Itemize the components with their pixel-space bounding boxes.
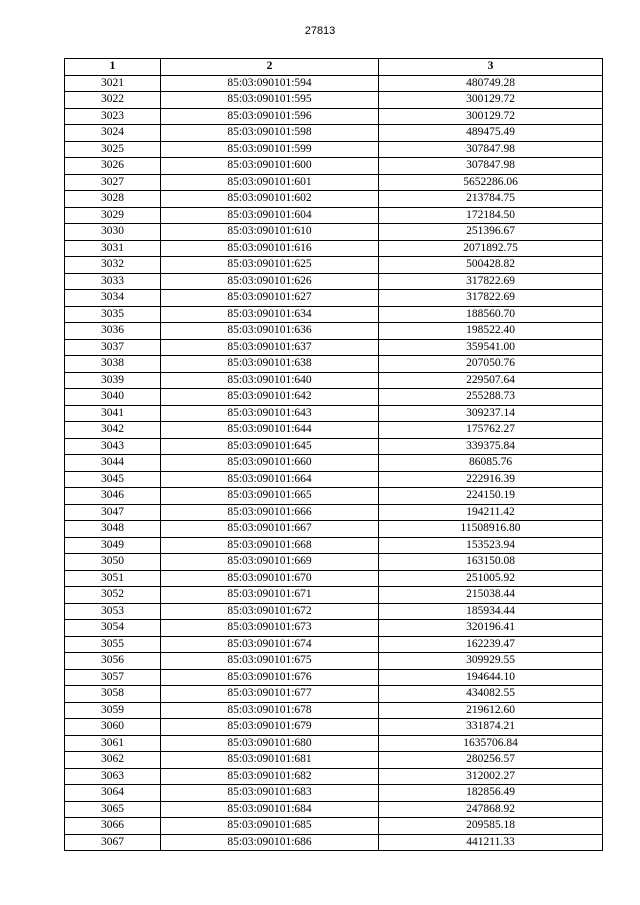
table-row: [65, 537, 603, 554]
table-row: [65, 471, 603, 488]
table-row: [65, 356, 603, 373]
value-cell: 280256.57: [379, 752, 603, 769]
row-number-cell: 3039: [65, 372, 161, 389]
row-number-cell: 3060: [65, 719, 161, 736]
row-number-cell: 3032: [65, 257, 161, 274]
row-number-cell: 3066: [65, 818, 161, 835]
cadastral-number-cell: 85:03:090101:680: [161, 735, 379, 752]
row-number-cell: 3046: [65, 488, 161, 505]
table-header-row: [65, 59, 603, 76]
row-number-cell: 3064: [65, 785, 161, 802]
value-cell: 86085.76: [379, 455, 603, 472]
cadastral-number-cell: 85:03:090101:668: [161, 537, 379, 554]
table-row: [65, 570, 603, 587]
cadastral-number-cell: 85:03:090101:604: [161, 207, 379, 224]
cadastral-number-cell: 85:03:090101:673: [161, 620, 379, 637]
value-cell: 194211.42: [379, 504, 603, 521]
cadastral-number-cell: 85:03:090101:669: [161, 554, 379, 571]
cadastral-number-cell: 85:03:090101:602: [161, 191, 379, 208]
table-row: [65, 224, 603, 241]
value-cell: 182856.49: [379, 785, 603, 802]
row-number-cell: 3047: [65, 504, 161, 521]
table-row: [65, 191, 603, 208]
value-cell: 441211.33: [379, 834, 603, 851]
row-number-cell: 3030: [65, 224, 161, 241]
column-header-2: 2: [161, 59, 379, 76]
value-cell: 317822.69: [379, 273, 603, 290]
row-number-cell: 3036: [65, 323, 161, 340]
table-row: [65, 438, 603, 455]
row-number-cell: 3038: [65, 356, 161, 373]
value-cell: 2071892.75: [379, 240, 603, 257]
cadastral-number-cell: 85:03:090101:671: [161, 587, 379, 604]
table-row: [65, 488, 603, 505]
value-cell: 255288.73: [379, 389, 603, 406]
cadastral-number-cell: 85:03:090101:685: [161, 818, 379, 835]
table-row: [65, 719, 603, 736]
table-row: [65, 636, 603, 653]
value-cell: 215038.44: [379, 587, 603, 604]
value-cell: 359541.00: [379, 339, 603, 356]
cadastral-number-cell: 85:03:090101:672: [161, 603, 379, 620]
table-row: [65, 290, 603, 307]
cadastral-number-cell: 85:03:090101:683: [161, 785, 379, 802]
table-row: [65, 422, 603, 439]
value-cell: 307847.98: [379, 158, 603, 175]
table-row: [65, 702, 603, 719]
table-row: [65, 372, 603, 389]
table-row: [65, 389, 603, 406]
column-header-3: 3: [379, 59, 603, 76]
table-row: [65, 323, 603, 340]
value-cell: 153523.94: [379, 537, 603, 554]
cadastral-number-cell: 85:03:090101:637: [161, 339, 379, 356]
cadastral-number-cell: 85:03:090101:640: [161, 372, 379, 389]
cadastral-number-cell: 85:03:090101:679: [161, 719, 379, 736]
table-row: [65, 620, 603, 637]
table-row: [65, 801, 603, 818]
value-cell: 251005.92: [379, 570, 603, 587]
table-row: [65, 257, 603, 274]
row-number-cell: 3062: [65, 752, 161, 769]
cadastral-number-cell: 85:03:090101:681: [161, 752, 379, 769]
row-number-cell: 3035: [65, 306, 161, 323]
table-row: [65, 735, 603, 752]
cadastral-number-cell: 85:03:090101:626: [161, 273, 379, 290]
cadastral-number-cell: 85:03:090101:598: [161, 125, 379, 142]
value-cell: 219612.60: [379, 702, 603, 719]
table-row: [65, 108, 603, 125]
row-number-cell: 3043: [65, 438, 161, 455]
row-number-cell: 3055: [65, 636, 161, 653]
cadastral-number-cell: 85:03:090101:636: [161, 323, 379, 340]
value-cell: 300129.72: [379, 92, 603, 109]
value-cell: 331874.21: [379, 719, 603, 736]
row-number-cell: 3025: [65, 141, 161, 158]
table-row: [65, 587, 603, 604]
table-row: [65, 92, 603, 109]
row-number-cell: 3042: [65, 422, 161, 439]
table-body: [65, 75, 603, 851]
row-number-cell: 3059: [65, 702, 161, 719]
cadastral-number-cell: 85:03:090101:594: [161, 75, 379, 92]
value-cell: 5652286.06: [379, 174, 603, 191]
value-cell: 317822.69: [379, 290, 603, 307]
value-cell: 185934.44: [379, 603, 603, 620]
row-number-cell: 3027: [65, 174, 161, 191]
value-cell: 188560.70: [379, 306, 603, 323]
cadastral-number-cell: 85:03:090101:601: [161, 174, 379, 191]
row-number-cell: 3034: [65, 290, 161, 307]
value-cell: 489475.49: [379, 125, 603, 142]
table-row: [65, 306, 603, 323]
value-cell: 198522.40: [379, 323, 603, 340]
table-row: [65, 174, 603, 191]
cadastral-number-cell: 85:03:090101:674: [161, 636, 379, 653]
value-cell: 320196.41: [379, 620, 603, 637]
row-number-cell: 3049: [65, 537, 161, 554]
value-cell: 309929.55: [379, 653, 603, 670]
table-row: [65, 752, 603, 769]
cadastral-number-cell: 85:03:090101:634: [161, 306, 379, 323]
value-cell: 480749.28: [379, 75, 603, 92]
cadastral-number-cell: 85:03:090101:596: [161, 108, 379, 125]
cadastral-number-cell: 85:03:090101:667: [161, 521, 379, 538]
cadastral-number-cell: 85:03:090101:670: [161, 570, 379, 587]
cadastral-number-cell: 85:03:090101:645: [161, 438, 379, 455]
value-cell: 11508916.80: [379, 521, 603, 538]
table-row: [65, 75, 603, 92]
row-number-cell: 3050: [65, 554, 161, 571]
value-cell: 307847.98: [379, 141, 603, 158]
value-cell: 300129.72: [379, 108, 603, 125]
value-cell: 194644.10: [379, 669, 603, 686]
row-number-cell: 3045: [65, 471, 161, 488]
cadastral-number-cell: 85:03:090101:676: [161, 669, 379, 686]
value-cell: 312002.27: [379, 768, 603, 785]
value-cell: 175762.27: [379, 422, 603, 439]
value-cell: 251396.67: [379, 224, 603, 241]
cadastral-number-cell: 85:03:090101:660: [161, 455, 379, 472]
cadastral-number-cell: 85:03:090101:600: [161, 158, 379, 175]
cadastral-number-cell: 85:03:090101:686: [161, 834, 379, 851]
table-row: [65, 834, 603, 851]
cadastral-number-cell: 85:03:090101:682: [161, 768, 379, 785]
cadastral-number-cell: 85:03:090101:684: [161, 801, 379, 818]
value-cell: 229507.64: [379, 372, 603, 389]
value-cell: 309237.14: [379, 405, 603, 422]
row-number-cell: 3054: [65, 620, 161, 637]
value-cell: 247868.92: [379, 801, 603, 818]
cadastral-number-cell: 85:03:090101:675: [161, 653, 379, 670]
row-number-cell: 3057: [65, 669, 161, 686]
cadastral-number-cell: 85:03:090101:643: [161, 405, 379, 422]
cadastral-number-cell: 85:03:090101:599: [161, 141, 379, 158]
row-number-cell: 3065: [65, 801, 161, 818]
value-cell: 162239.47: [379, 636, 603, 653]
table-row: [65, 405, 603, 422]
cadastral-number-cell: 85:03:090101:638: [161, 356, 379, 373]
cadastral-number-cell: 85:03:090101:627: [161, 290, 379, 307]
cadastral-number-cell: 85:03:090101:616: [161, 240, 379, 257]
row-number-cell: 3041: [65, 405, 161, 422]
table-row: [65, 273, 603, 290]
table-row: [65, 240, 603, 257]
row-number-cell: 3029: [65, 207, 161, 224]
row-number-cell: 3053: [65, 603, 161, 620]
table-row: [65, 158, 603, 175]
cadastral-number-cell: 85:03:090101:677: [161, 686, 379, 703]
row-number-cell: 3044: [65, 455, 161, 472]
cadastral-number-cell: 85:03:090101:666: [161, 504, 379, 521]
value-cell: 172184.50: [379, 207, 603, 224]
value-cell: 207050.76: [379, 356, 603, 373]
cadastral-number-cell: 85:03:090101:665: [161, 488, 379, 505]
row-number-cell: 3021: [65, 75, 161, 92]
cadastral-number-cell: 85:03:090101:595: [161, 92, 379, 109]
cadastral-number-cell: 85:03:090101:625: [161, 257, 379, 274]
value-cell: 500428.82: [379, 257, 603, 274]
table-row: [65, 207, 603, 224]
row-number-cell: 3026: [65, 158, 161, 175]
value-cell: 209585.18: [379, 818, 603, 835]
row-number-cell: 3031: [65, 240, 161, 257]
table-row: [65, 686, 603, 703]
cadastral-number-cell: 85:03:090101:664: [161, 471, 379, 488]
value-cell: 434082.55: [379, 686, 603, 703]
cadastral-number-cell: 85:03:090101:610: [161, 224, 379, 241]
cadastral-number-cell: 85:03:090101:642: [161, 389, 379, 406]
table-row: [65, 603, 603, 620]
row-number-cell: 3056: [65, 653, 161, 670]
row-number-cell: 3037: [65, 339, 161, 356]
table-row: [65, 818, 603, 835]
cadastral-number-cell: 85:03:090101:678: [161, 702, 379, 719]
row-number-cell: 3051: [65, 570, 161, 587]
table-row: [65, 521, 603, 538]
row-number-cell: 3061: [65, 735, 161, 752]
table-row: [65, 141, 603, 158]
value-cell: 222916.39: [379, 471, 603, 488]
value-cell: 213784.75: [379, 191, 603, 208]
row-number-cell: 3033: [65, 273, 161, 290]
page-number: 27813: [304, 25, 336, 37]
table-row: [65, 339, 603, 356]
table-row: [65, 669, 603, 686]
row-number-cell: 3067: [65, 834, 161, 851]
table-row: [65, 653, 603, 670]
table-row: [65, 455, 603, 472]
value-cell: 339375.84: [379, 438, 603, 455]
value-cell: 224150.19: [379, 488, 603, 505]
row-number-cell: 3063: [65, 768, 161, 785]
row-number-cell: 3052: [65, 587, 161, 604]
row-number-cell: 3022: [65, 92, 161, 109]
value-cell: 1635706.84: [379, 735, 603, 752]
row-number-cell: 3048: [65, 521, 161, 538]
data-table: [64, 58, 603, 851]
table-row: [65, 125, 603, 142]
table-row: [65, 504, 603, 521]
table-row: [65, 768, 603, 785]
cadastral-number-cell: 85:03:090101:644: [161, 422, 379, 439]
table-row: [65, 554, 603, 571]
column-header-1: 1: [65, 59, 161, 76]
row-number-cell: 3040: [65, 389, 161, 406]
row-number-cell: 3024: [65, 125, 161, 142]
table-row: [65, 785, 603, 802]
row-number-cell: 3028: [65, 191, 161, 208]
row-number-cell: 3058: [65, 686, 161, 703]
row-number-cell: 3023: [65, 108, 161, 125]
value-cell: 163150.08: [379, 554, 603, 571]
